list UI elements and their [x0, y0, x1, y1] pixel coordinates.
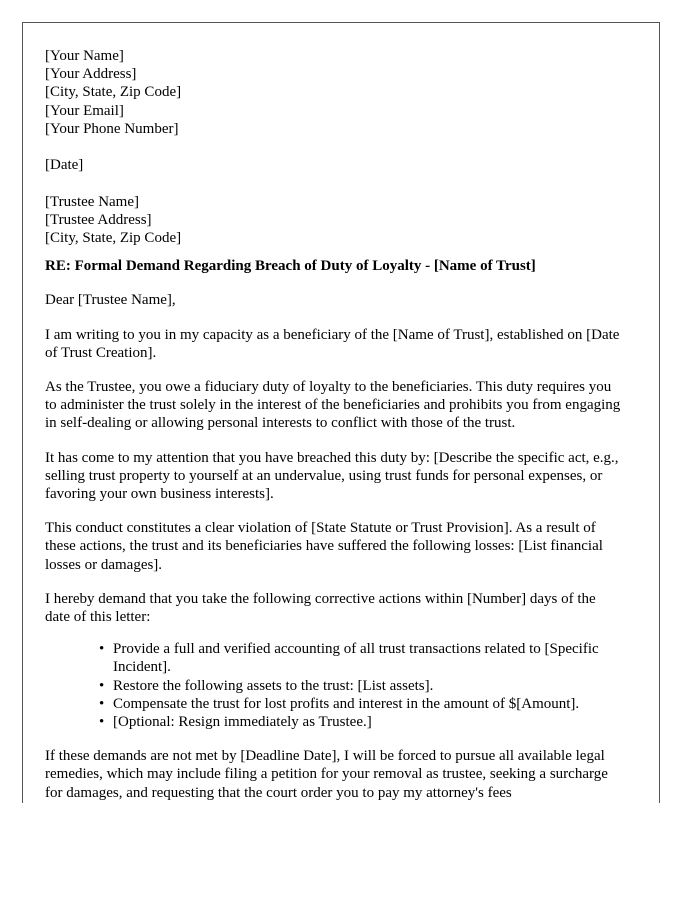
sender-line-name: [Your Name] — [45, 48, 124, 64]
document-page — [22, 22, 660, 803]
sender-line-email: [Your Email] — [45, 102, 124, 119]
recipient-address-block — [45, 193, 623, 248]
body-paragraph-2: As the Trustee, you owe a fiduciary duty of loyalty to the beneficiaries. This duty requires you to administer the trust solely in the interest of the beneficiaries and prohibits you from engaging in self-dealing or allowing personal interests to conflict with those of the trust. — [45, 379, 621, 432]
sender-line-address: [Your Address] — [45, 66, 137, 83]
recipient-line-name: [Trustee Name] — [45, 193, 140, 210]
closing-paragraph: If these demands are not met by [Deadline Date], I will be forced to pursue all available legal remedies, which may include filing a petition for your removal as trustee, seeking a surcharge for damages, and requesting that the court order you to pay my attorney's fees — [45, 748, 608, 801]
letter-body — [23, 23, 659, 802]
demand-list — [45, 626, 623, 731]
list-item: • [Optional: Resign immediately as Trustee.] — [99, 713, 623, 731]
list-item: • Restore the following assets to the trust: [List assets]. — [99, 677, 623, 695]
sender-line-phone: [Your Phone Number] — [45, 120, 179, 137]
recipient-line-city-state-zip: [City, State, Zip Code] — [45, 230, 182, 246]
spacer-after-sender — [45, 138, 623, 156]
sender-address-block — [45, 47, 623, 138]
body-paragraph-1: I am writing to you in my capacity as a beneficiary of the [Name of Trust], established on [Date of Trust Creation]. — [45, 326, 620, 361]
subject-line: RE: Formal Demand Regarding Breach of Duty of Loyalty - [Name of Trust] — [45, 258, 536, 275]
list-item: • Compensate the trust for lost profits and interest in the amount of $[Amount]. — [99, 695, 623, 713]
date-line: [Date] — [45, 157, 84, 174]
body-paragraph-3: It has come to my attention that you have breached this duty by: [Describe the specific act, e.g., selling trust property to yourself at an undervalue, using trust funds for personal expenses, or favoring your own business interests]. — [45, 449, 619, 503]
sender-line-city-state-zip: [City, State, Zip Code] — [45, 84, 182, 101]
recipient-line-address: [Trustee Address] — [45, 211, 152, 228]
body-paragraph-4: This conduct constitutes a clear violation of [State Statute or Trust Provision]. As a result of these actions, the trust and its beneficiaries have suffered the following losses: [List financial losses or damages]. — [45, 520, 603, 573]
body-paragraph-5: I hereby demand that you take the following corrective actions within [Number] days of the date of this letter: — [45, 590, 596, 626]
list-item: • Provide a full and verified accounting of all trust transactions related to [Specific Incident]. — [99, 640, 623, 676]
spacer-after-date — [45, 174, 623, 192]
salutation-line: Dear [Trustee Name], — [45, 292, 176, 309]
